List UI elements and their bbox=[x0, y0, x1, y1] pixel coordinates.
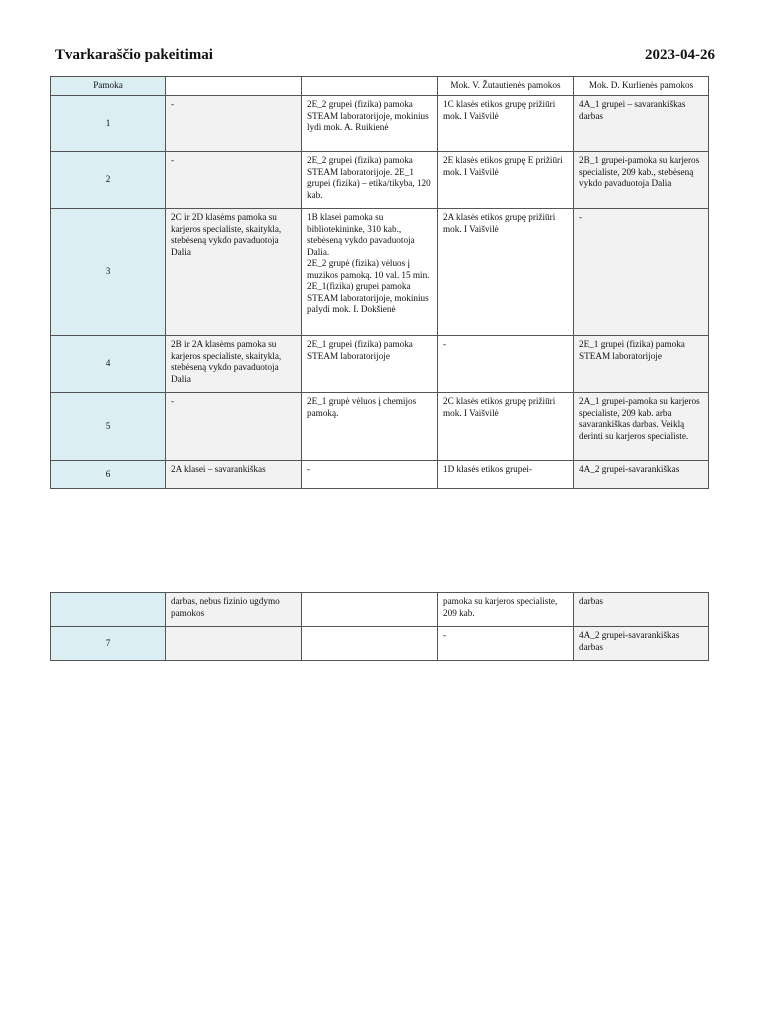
table-cell: 2E_2 grupei (fizika) pamoka STEAM laboratorijoje. 2E_1 grupei (fizika) – etika/tikyba, 120 kab. bbox=[302, 152, 438, 209]
table-row bbox=[51, 209, 709, 336]
table-cell: 4A_2 grupei-savarankiškas darbas bbox=[574, 627, 709, 661]
table-cell: 2A klasei – savarankiškas bbox=[166, 461, 302, 489]
column-header-2 bbox=[166, 77, 302, 96]
lesson-number: 1 bbox=[51, 96, 166, 152]
table-cell: 2C klasės etikos grupę prižiūri mok. I Vaišvilė bbox=[438, 393, 574, 461]
table-cell: 4A_1 grupei – savarankiškas darbas bbox=[574, 96, 709, 152]
table-cell: darbas bbox=[574, 593, 709, 627]
column-header-3 bbox=[302, 77, 438, 96]
table-cell: 2E_1 grupei (fizika) pamoka STEAM laboratorijoje bbox=[574, 336, 709, 393]
table-cell: - bbox=[574, 209, 709, 336]
lesson-number: 7 bbox=[51, 627, 166, 661]
table-cell: pamoka su karjeros specialiste, 209 kab. bbox=[438, 593, 574, 627]
page-title: Tvarkaraščio pakeitimai bbox=[55, 47, 213, 63]
column-header-zutautiene: Mok. V. Žutautienės pamokos bbox=[438, 77, 574, 96]
table-cell: 1D klasės etikos grupei- bbox=[438, 461, 574, 489]
table-cell: 4A_2 grupei-savarankiškas bbox=[574, 461, 709, 489]
page-date: 2023-04-26 bbox=[645, 47, 715, 63]
table-cell: 1B klasei pamoka su bibliotekininke, 310 kab., stebėseną vykdo pavaduotoja Dalia. 2E_2 grupė (fizika) vėluos į muzikos pamoką. 10 val. 15 min. 2E_1(fizika) grupei pamoka STEAM laboratorijoje, mokinius palydi mok. I. Dokšienė bbox=[302, 209, 438, 336]
table-row bbox=[51, 593, 709, 627]
table-cell bbox=[302, 593, 438, 627]
lesson-number: 6 bbox=[51, 461, 166, 489]
table-cell: 2E_2 grupei (fizika) pamoka STEAM laboratorijoje, mokinius lydi mok. A. Ruikienė bbox=[302, 96, 438, 152]
table-header-row bbox=[51, 77, 709, 96]
table-cell: 2A_1 grupei-pamoka su karjeros specialiste, 209 kab. arba savarankiškas darbas. Veiklą derinti su karjeros specialiste. bbox=[574, 393, 709, 461]
table-row bbox=[51, 393, 709, 461]
table-cell: 2E_1 grupė vėluos į chemijos pamoką. bbox=[302, 393, 438, 461]
table-cell: 2E_1 grupei (fizika) pamoka STEAM laboratorijoje bbox=[302, 336, 438, 393]
table-cell: darbas, nebus fizinio ugdymo pamokos bbox=[166, 593, 302, 627]
lesson-number: 5 bbox=[51, 393, 166, 461]
table-cell: 2B_1 grupei-pamoka su karjeros specialiste, 209 kab., stebėseną vykdo pavaduotoja Dalia bbox=[574, 152, 709, 209]
table-row bbox=[51, 336, 709, 393]
table-cell bbox=[302, 627, 438, 661]
lesson-number: 3 bbox=[51, 209, 166, 336]
table-cell: 2E klasės etikos grupę E prižiūri mok. I Vaišvilė bbox=[438, 152, 574, 209]
table-cell: - bbox=[302, 461, 438, 489]
table-cell: - bbox=[166, 152, 302, 209]
table-cell bbox=[166, 627, 302, 661]
lesson-number: 2 bbox=[51, 152, 166, 209]
schedule-changes-table-continued bbox=[50, 592, 709, 661]
table-cell: - bbox=[166, 96, 302, 152]
table-cell: - bbox=[166, 393, 302, 461]
column-header-kurliene: Mok. D. Kurlienės pamokos bbox=[574, 77, 709, 96]
table-row bbox=[51, 152, 709, 209]
lesson-number bbox=[51, 593, 166, 627]
table-cell: 2A klasės etikos grupę prižiūri mok. I Vaišvilė bbox=[438, 209, 574, 336]
column-header-lesson: Pamoka bbox=[51, 77, 166, 96]
table-cell: 1C klasės etikos grupę prižiūri mok. I Vaišvilė bbox=[438, 96, 574, 152]
table-row bbox=[51, 627, 709, 661]
lesson-number: 4 bbox=[51, 336, 166, 393]
table-cell: 2B ir 2A klasėms pamoka su karjeros specialiste, skaitykla, stebėseną vykdo pavaduotoja Dalia bbox=[166, 336, 302, 393]
table-row bbox=[51, 461, 709, 489]
table-cell: - bbox=[438, 627, 574, 661]
table-row bbox=[51, 96, 709, 152]
table-cell: 2C ir 2D klasėms pamoka su karjeros specialiste, skaitykla, stebėseną vykdo pavaduotoja Dalia bbox=[166, 209, 302, 336]
schedule-changes-table bbox=[50, 76, 709, 489]
table-cell: - bbox=[438, 336, 574, 393]
